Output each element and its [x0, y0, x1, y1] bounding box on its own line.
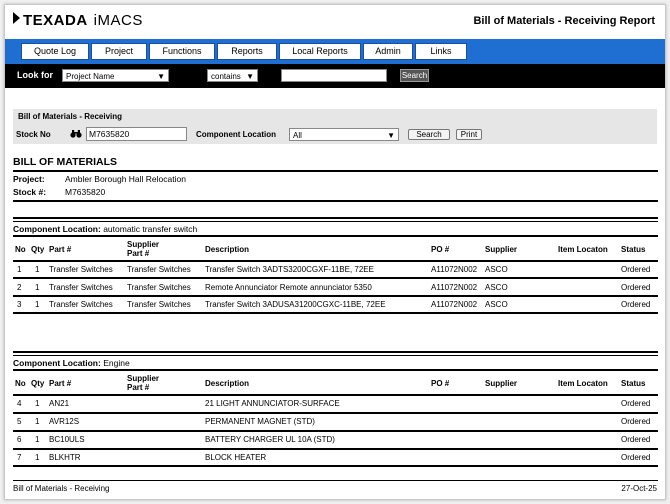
- cell-supplier: ASCO: [485, 283, 508, 292]
- section-label: Component Location:: [13, 358, 101, 368]
- look-for-operator-select[interactable]: [207, 69, 258, 82]
- footer-report-name: Bill of Materials - Receiving: [13, 484, 110, 493]
- divider: [13, 465, 658, 467]
- cell-supplier: ASCO: [485, 300, 508, 309]
- look-for-search-input[interactable]: [281, 69, 387, 82]
- cell-po: A11072N002: [431, 300, 478, 309]
- component-location-select[interactable]: [289, 128, 399, 141]
- nav-reports[interactable]: Reports: [217, 43, 277, 60]
- cell-no: 4: [17, 399, 22, 408]
- divider: [13, 412, 658, 414]
- col-supplier-part-line1: Supplier: [127, 240, 160, 249]
- col-qty: Qty: [31, 379, 45, 388]
- main-nav: [5, 39, 665, 64]
- cell-supplier-part: Transfer Switches: [127, 265, 191, 274]
- report-heading: BILL OF MATERIALS: [13, 156, 118, 168]
- filter-search-button[interactable]: Search: [408, 129, 450, 140]
- nav-functions[interactable]: Functions: [149, 43, 215, 60]
- cell-description: BATTERY CHARGER UL 10A (STD): [205, 435, 335, 444]
- section-value: Engine: [103, 358, 130, 368]
- cell-qty: 1: [35, 453, 40, 462]
- nav-admin[interactable]: Admin: [363, 43, 413, 60]
- stock-no-label: Stock No: [16, 130, 51, 139]
- logo-brand: TEXADA: [23, 12, 88, 29]
- cell-description: 21 LIGHT ANNUNCIATOR-SURFACE: [205, 399, 340, 408]
- cell-description: Remote Annunciator Remote annunciator 5350: [205, 283, 372, 292]
- report-window: [4, 4, 666, 500]
- cell-part: Transfer Switches: [49, 265, 113, 274]
- cell-description: Transfer Switch 3ADTS3200CGXF-11BE, 72EE: [205, 265, 374, 274]
- print-button[interactable]: Print: [456, 129, 482, 140]
- cell-status: Ordered: [621, 265, 651, 274]
- divider: [13, 295, 658, 297]
- col-no: No: [15, 245, 26, 254]
- col-no: No: [15, 379, 26, 388]
- divider: [13, 355, 658, 356]
- cell-no: 1: [17, 265, 22, 274]
- page-title: Bill of Materials - Receiving Report: [473, 15, 655, 27]
- chevron-down-icon: ▼: [157, 72, 165, 81]
- cell-qty: 1: [35, 283, 40, 292]
- footer-date: 27-Oct-25: [621, 484, 657, 493]
- divider: [13, 351, 658, 353]
- cell-no: 3: [17, 300, 22, 309]
- col-supplier-part: [127, 240, 159, 258]
- col-part: Part #: [49, 245, 72, 254]
- col-supplier: Supplier: [485, 245, 518, 254]
- footer-divider: [13, 480, 658, 481]
- filter-title: Bill of Materials - Receiving: [18, 112, 123, 121]
- col-item-location: Item Locaton: [558, 379, 608, 388]
- cell-part: BC10ULS: [49, 435, 85, 444]
- cell-qty: 1: [35, 265, 40, 274]
- project-value: Ambler Borough Hall Relocation: [65, 174, 186, 184]
- stock-number-label: Stock #:: [13, 187, 47, 197]
- cell-supplier-part: Transfer Switches: [127, 283, 191, 292]
- cell-status: Ordered: [621, 399, 651, 408]
- stock-number-value: M7635820: [65, 187, 106, 197]
- component-location-value: All: [293, 131, 302, 140]
- col-status: Status: [621, 245, 646, 254]
- cell-status: Ordered: [621, 435, 651, 444]
- cell-description: Transfer Switch 3ADUSA31200CGXC-11BE, 72EE: [205, 300, 386, 309]
- look-for-field-value: Project Name: [66, 72, 115, 81]
- logo-app-name: iMACS: [93, 12, 143, 29]
- section-title-2: [13, 358, 130, 368]
- cell-supplier: ASCO: [485, 265, 508, 274]
- cell-status: Ordered: [621, 283, 651, 292]
- section-label: Component Location:: [13, 224, 101, 234]
- divider: [13, 200, 658, 202]
- cell-part: AVR12S: [49, 417, 80, 426]
- look-for-label: Look for: [17, 70, 53, 80]
- divider: [13, 235, 658, 237]
- col-description: Description: [205, 379, 250, 388]
- cell-qty: 1: [35, 417, 40, 426]
- col-po: PO #: [431, 245, 450, 254]
- section-value: automatic transfer switch: [103, 224, 198, 234]
- col-qty: Qty: [31, 245, 45, 254]
- project-label: Project:: [13, 174, 45, 184]
- cell-no: 2: [17, 283, 22, 292]
- look-for-operator-value: contains: [211, 72, 241, 81]
- cell-part: Transfer Switches: [49, 300, 113, 309]
- cell-part: AN21: [49, 399, 70, 408]
- cell-description: BLOCK HEATER: [205, 453, 267, 462]
- cell-qty: 1: [35, 399, 40, 408]
- binoculars-icon[interactable]: [70, 129, 82, 138]
- nav-links[interactable]: Links: [415, 43, 467, 60]
- col-supplier-part-line2: Part #: [127, 249, 150, 258]
- col-supplier-part-line1: Supplier: [127, 374, 160, 383]
- divider: [13, 217, 658, 219]
- divider: [13, 369, 658, 371]
- divider: [13, 170, 658, 172]
- cell-part: Transfer Switches: [49, 283, 113, 292]
- col-part: Part #: [49, 379, 72, 388]
- divider: [13, 312, 658, 314]
- cell-part: BLKHTR: [49, 453, 81, 462]
- divider: [13, 221, 658, 222]
- col-supplier-part: [127, 374, 159, 392]
- cell-status: Ordered: [621, 417, 651, 426]
- look-for-search-button[interactable]: Search: [401, 71, 428, 80]
- divider: [13, 394, 658, 396]
- col-status: Status: [621, 379, 646, 388]
- cell-description: PERMANENT MAGNET (STD): [205, 417, 315, 426]
- cell-qty: 1: [35, 435, 40, 444]
- cell-no: 5: [17, 417, 22, 426]
- look-for-field-select[interactable]: [62, 69, 169, 82]
- divider: [13, 430, 658, 432]
- cell-no: 7: [17, 453, 22, 462]
- col-po: PO #: [431, 379, 450, 388]
- cell-status: Ordered: [621, 453, 651, 462]
- app-header: [5, 5, 665, 39]
- cell-status: Ordered: [621, 300, 651, 309]
- divider: [13, 260, 658, 262]
- nav-local-reports[interactable]: Local Reports: [279, 43, 361, 60]
- look-for-bar: [5, 64, 665, 88]
- col-description: Description: [205, 245, 250, 254]
- nav-quote-log[interactable]: Quote Log: [21, 43, 89, 60]
- nav-project[interactable]: Project: [91, 43, 147, 60]
- col-supplier: Supplier: [485, 379, 518, 388]
- chevron-down-icon: ▼: [246, 72, 254, 81]
- texada-logo: [13, 12, 143, 29]
- divider: [13, 448, 658, 450]
- cell-qty: 1: [35, 300, 40, 309]
- texada-chevron-icon: [13, 12, 20, 24]
- filter-panel: [13, 109, 657, 144]
- cell-po: A11072N002: [431, 283, 478, 292]
- cell-no: 6: [17, 435, 22, 444]
- divider: [13, 277, 658, 279]
- cell-po: A11072N002: [431, 265, 478, 274]
- col-supplier-part-line2: Part #: [127, 383, 150, 392]
- col-item-location: Item Locaton: [558, 245, 608, 254]
- section-title-1: [13, 224, 197, 234]
- chevron-down-icon: ▼: [387, 131, 395, 140]
- component-location-label: Component Location: [196, 130, 276, 139]
- cell-supplier-part: Transfer Switches: [127, 300, 191, 309]
- stock-no-input[interactable]: M7635820: [86, 127, 187, 141]
